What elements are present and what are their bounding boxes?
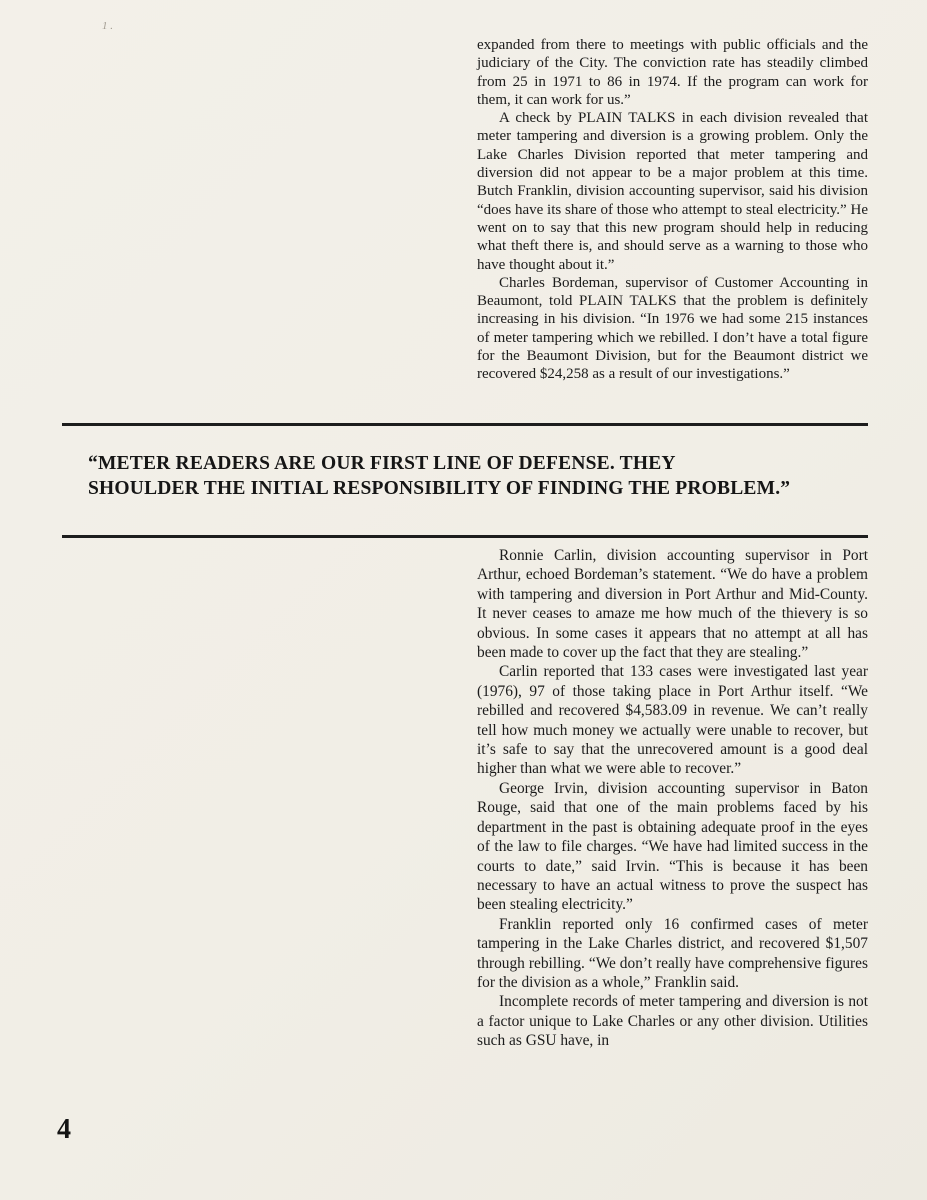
paragraph-bottom-5: Incomplete records of meter tampering and diversion is not a factor unique to Lake Charles or any other division. Utilities such as GSU have, in [477,993,868,1050]
paragraph-bottom-3: George Irvin, division accounting supervisor in Baton Rouge, said that one of the main problems faced by his department in the past is obtaining adequate proof in the eyes of the law to file charges. “We have had limited success in the courts to date,” said Irvin. “This is because it has been necessary to have an actual witness to prove the suspect has been stealing electricity.” [477,779,868,914]
article-column-bottom [477,546,868,1051]
corner-mark: 1 . [102,20,113,32]
pull-quote-line-2: SHOULDER THE INITIAL RESPONSIBILITY OF FINDING THE PROBLEM.” [88,478,791,499]
paragraph-top-3: Charles Bordeman, supervisor of Customer Accounting in Beaumont, told PLAIN TALKS that the problem is definitely increasing in his division. “In 1976 we had some 215 instances of meter tampering which we rebilled. I don’t have a total figure for the Beaumont Division, but for the Beaumont district we recovered $24,258 as a result of our investigations.” [477,274,868,383]
paragraph-bottom-4: Franklin reported only 16 confirmed cases of meter tampering in the Lake Charles district, and recovered $1,507 through rebilling. “We don’t really have comprehensive figures for the division as a whole,” Franklin said. [477,915,868,991]
paragraph-bottom-1: Ronnie Carlin, division accounting supervisor in Port Arthur, echoed Bordeman’s statement. “We do have a problem with tampering and diversion in Port Arthur and Mid-County. It never ceases to amaze me how much of the thievery is so obvious. In some cases it appears that no attempt at all has been made to cover up the fact that they are stealing.” [477,547,868,662]
page-number: 4 [57,1114,71,1145]
divider-rule-bottom [62,535,868,538]
paragraph-bottom-2: Carlin reported that 133 cases were investigated last year (1976), 97 of those taking place in Port Arthur itself. “We rebilled and recovered $4,583.09 in revenue. We can’t really tell how much money we actually were unable to recover, but it’s safe to say that the unrecovered amount is a good deal higher than what we were able to recover.” [477,663,868,778]
pull-quote [88,451,888,501]
divider-rule-top [62,423,868,426]
article-column-top [477,36,868,384]
paragraph-top-1: expanded from there to meetings with public officials and the judiciary of the City. The conviction rate has steadily climbed from 25 in 1971 to 86 in 1974. If the program can work for them, it can work for us.” [477,37,868,108]
pull-quote-line-1: “METER READERS ARE OUR FIRST LINE OF DEFENSE. THEY [88,453,676,474]
paragraph-top-2: A check by PLAIN TALKS in each division revealed that meter tampering and diversion is a growing problem. Only the Lake Charles Division reported that meter tampering and diversion did not appear to be a major problem at this time. Butch Franklin, division accounting supervisor, said his division “does have its share of those who attempt to steal electricity.” He went on to say that this new program should help in reducing what theft there is, and should serve as a warning to those who have thought about it.” [477,110,868,273]
